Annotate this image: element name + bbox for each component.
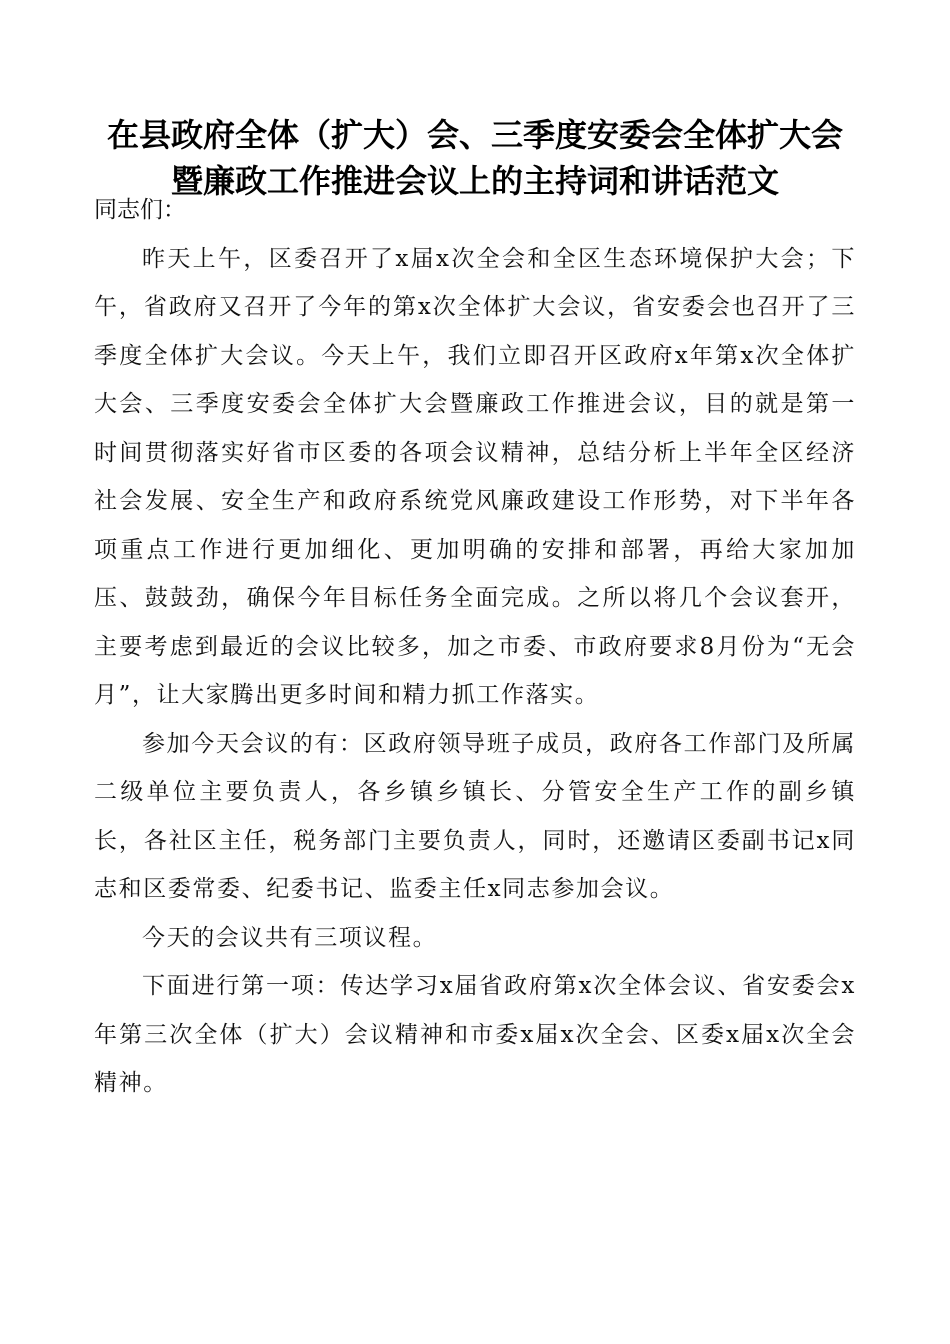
paragraph-agenda: 今天的会议共有三项议程。	[142, 924, 438, 951]
salutation: 同志们：	[94, 197, 186, 223]
paragraph-attendees: 参加今天会议的有：区政府领导班子成员，政府各工作部门及所属二级单位主要负责人，各乡镇乡镇长、分管安全生产工作的副乡镇长，各社区主任，税务部门主要负责人，同时，还邀请区委副书记x同志和区委常委、纪委书记、监委主任x同志参加会议。	[94, 730, 856, 902]
paragraph-first-item: 下面进行第一项：传达学习x届省政府第x次全体会议、省安委会x年第三次全体（扩大）会议精神和市委x届x次全会、区委x届x次全会精神。	[94, 973, 856, 1096]
paragraph-opening: 昨天上午，区委召开了x届x次全会和全区生态环境保护大会；下午，省政府又召开了今年的第x次全体扩大会议，省安委会也召开了三季度全体扩大会议。今天上午，我们立即召开区政府x年第x次全体扩大会、三季度安委会全体扩大会暨廉政工作推进会议，目的就是第一时间贯彻落实好省市区委的各项会议精神，总结分析上半年全区经济社会发展、安全生产和政府系统党风廉政建设工作形势，对下半年各项重点工作进行更加细化、更加明确的安排和部署，再给大家加加压、鼓鼓劲，确保今年目标任务全面完成。之所以将几个会议套开，主要考虑到最近的会议比较多，加之市委、市政府要求8月份为“无会月”，让大家腾出更多时间和精力抓工作落实。	[94, 245, 856, 708]
document-body	[94, 186, 856, 1108]
document-title: 在县政府全体（扩大）会、三季度安委会全体扩大会暨廉政工作推进会议上的主持词和讲话范文	[106, 116, 843, 200]
